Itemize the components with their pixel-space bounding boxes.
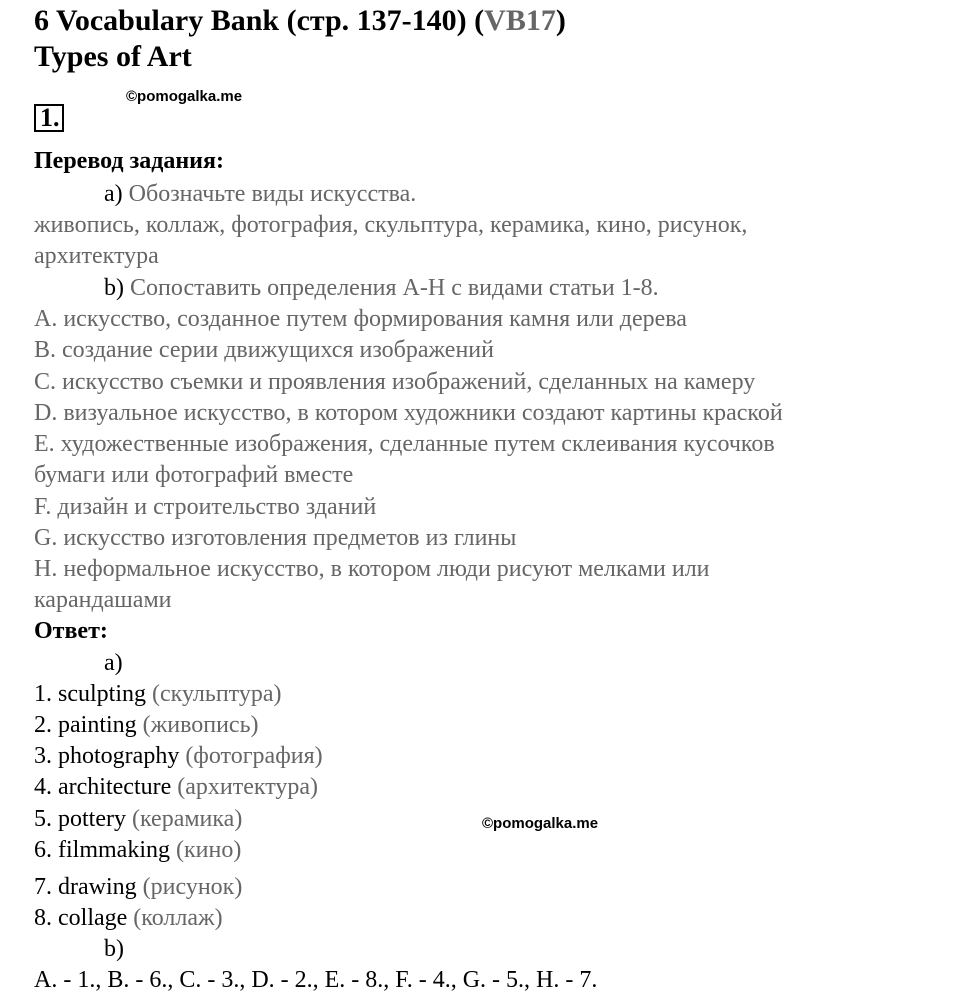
watermark-top: ©pomogalka.me [126,88,243,105]
answer-part-b-label: b) [104,936,124,962]
answer-matches: A. - 1., B. - 6., C. - 3., D. - 2., E. - 8., F. - 4., G. - 5., H. - 7. [34,967,598,993]
translation-heading: Перевод задания: [34,148,224,174]
answer-part-a-label: a) [104,650,123,676]
definition-line: E. художественные изображения, сделанные путем склеивания кусочков [34,431,775,457]
page-title [34,4,566,38]
exercise-number: 1. [40,103,60,132]
answer-item: 5. pottery (керамика) [34,806,243,832]
answer-item: 2. painting (живопись) [34,712,259,738]
title-prefix: 6 Vocabulary Bank (стр. 137-140) ( [34,4,485,37]
definition-line: бумаги или фотографий вместе [34,462,354,488]
definition-line: карандашами [34,587,172,613]
definition-line: A. искусство, созданное путем формирования камня или дерева [34,306,687,332]
definition-line: C. искусство съемки и проявления изображений, сделанных на камеру [34,369,756,395]
answer-item: 8. collage (коллаж) [34,905,223,931]
definition-line: G. искусство изготовления предметов из глины [34,525,517,551]
definition-line: F. дизайн и строительство зданий [34,494,377,520]
translation-part-a [104,179,416,210]
watermark-mid: ©pomogalka.me [482,815,599,832]
answer-item: 6. filmmaking (кино) [34,837,242,863]
title-suffix: ) [555,4,566,37]
part-b-label: b) [104,275,124,301]
definition-line: B. создание серии движущихся изображений [34,337,494,363]
definition-line: H. неформальное искусство, в котором люди рисуют мелками или [34,556,710,582]
art-words-line-2: архитектура [34,243,159,269]
title-code: VB17 [484,4,556,37]
exercise-number-box [34,104,64,132]
part-b-text: Сопоставить определения A-H с видами статьи 1-8. [124,275,659,301]
answer-item: 1. sculpting (скульптура) [34,681,282,707]
part-a-label: a) [104,181,123,207]
definition-line: D. визуальное искусство, в котором художники создают картины краской [34,400,783,426]
answer-heading: Ответ: [34,618,108,644]
translation-part-b [104,273,659,304]
part-a-text: Обозначьте виды искусства. [122,181,417,207]
page-subtitle: Types of Art [34,40,192,73]
answer-item: 3. photography (фотография) [34,743,323,769]
answer-item: 7. drawing (рисунок) [34,874,243,900]
art-words-line-1: живопись, коллаж, фотография, скульптура, керамика, кино, рисунок, [34,212,748,238]
answer-item: 4. architecture (архитектура) [34,774,319,800]
